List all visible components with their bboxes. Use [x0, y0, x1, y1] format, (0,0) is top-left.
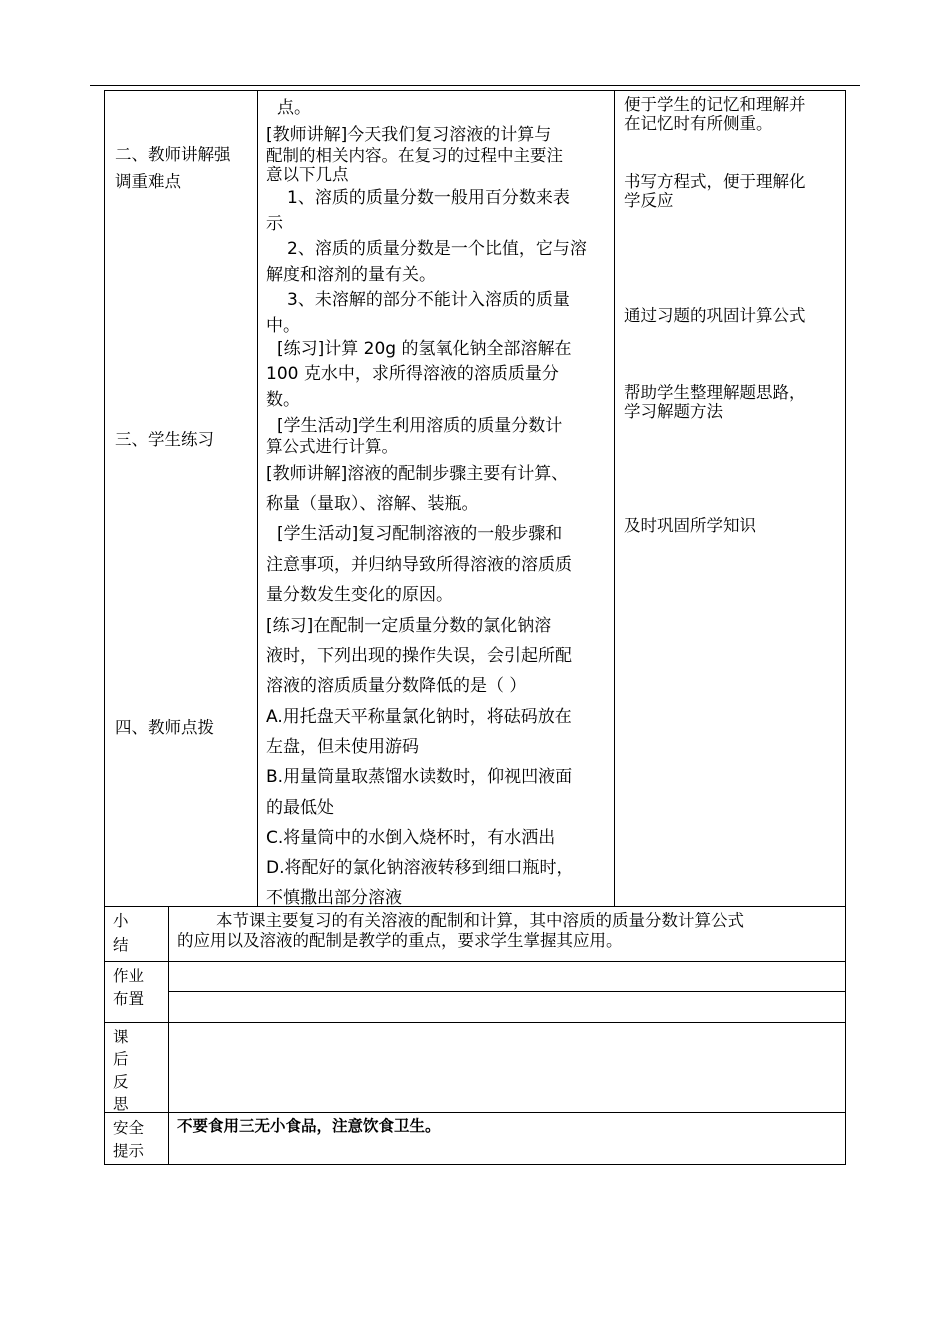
note-equation: 书写方程式，便于理解化	[624, 172, 806, 191]
content-line: 注意事项，并归纳导致所得溶液的溶质质	[266, 555, 572, 575]
row-divider	[104, 1022, 846, 1023]
reflection-label: 课	[113, 1028, 129, 1046]
safety-text: 不要食用三无小食品，注意饮食卫生。	[177, 1117, 441, 1135]
note-help-cont: 学习解题方法	[624, 402, 723, 421]
content-line: 中。	[266, 316, 300, 336]
note-equation-cont: 学反应	[624, 191, 674, 210]
homework-label: 作业	[113, 967, 145, 985]
note-memory: 便于学生的记忆和理解并	[624, 95, 806, 114]
row-divider	[104, 961, 846, 962]
column-divider-left	[257, 90, 258, 907]
content-line: 的最低处	[266, 798, 334, 818]
stage-label-teacher-emphasis-cont: 调重难点	[115, 172, 181, 191]
column-divider-right	[614, 90, 615, 907]
content-line: A.用托盘天平称量氯化钠时，将砝码放在	[266, 707, 572, 727]
content-line: C.将量筒中的水倒入烧杯时，有水洒出	[266, 828, 556, 848]
summary-text: 本节课主要复习的有关溶液的配制和计算，其中溶质的质量分数计算公式	[216, 911, 744, 930]
content-line: 点。	[277, 98, 311, 118]
content-line: 解度和溶剂的量有关。	[266, 265, 436, 285]
stage-label-student-practice: 三、学生练习	[115, 430, 214, 449]
content-line: 1、溶质的质量分数一般用百分数来表	[287, 188, 570, 208]
stage-label-teacher-emphasis: 二、教师讲解强	[115, 145, 231, 164]
stage-label-teacher-guidance: 四、教师点拨	[115, 718, 214, 737]
header-rule	[90, 85, 860, 86]
content-line: [学生活动]复习配制溶液的一般步骤和	[277, 524, 563, 544]
summary-label-cont: 结	[113, 936, 129, 954]
content-line: [练习]计算 20g 的氢氧化钠全部溶解在	[277, 339, 572, 359]
content-line: 不慎撒出部分溶液	[266, 888, 402, 908]
content-line: 数。	[266, 390, 300, 410]
note-exercise: 通过习题的巩固计算公式	[624, 306, 806, 325]
content-line: [练习]在配制一定质量分数的氯化钠溶	[266, 616, 552, 636]
content-line: 100 克水中，求所得溶液的溶质质量分	[266, 364, 559, 384]
content-line: 配制的相关内容。在复习的过程中主要注	[266, 146, 563, 165]
content-line: 称量（量取）、溶解、装瓶。	[266, 494, 479, 514]
content-line: 3、未溶解的部分不能计入溶质的质量	[287, 290, 570, 310]
content-line: 液时，下列出现的操作失误，会引起所配	[266, 646, 572, 666]
content-line: 2、溶质的质量分数是一个比值，它与溶	[287, 239, 587, 259]
content-line: 量分数发生变化的原因。	[266, 585, 453, 605]
content-line: [学生活动]学生利用溶质的质量分数计	[277, 416, 563, 436]
safety-label: 安全	[113, 1119, 145, 1137]
summary-text-cont: 的应用以及溶液的配制是教学的重点，要求学生掌握其应用。	[177, 931, 623, 950]
summary-label: 小	[113, 912, 129, 930]
reflection-label: 后	[113, 1050, 129, 1068]
note-help: 帮助学生整理解题思路，	[624, 383, 806, 402]
row-divider	[104, 1112, 846, 1113]
content-line: 左盘，但未使用游码	[266, 737, 419, 757]
safety-label-cont: 提示	[113, 1142, 145, 1160]
label-column-divider	[168, 906, 169, 1165]
content-line: B.用量筒量取蒸馏水读数时，仰视凹液面	[266, 767, 573, 787]
homework-inner-divider	[168, 991, 846, 992]
content-line: [教师讲解]今天我们复习溶液的计算与	[266, 125, 552, 145]
reflection-label: 反	[113, 1073, 129, 1091]
content-line: 意以下几点	[266, 165, 349, 184]
content-line: 示	[266, 214, 283, 234]
note-memory-cont: 在记忆时有所侧重。	[624, 114, 773, 133]
homework-label-cont: 布置	[113, 990, 145, 1008]
content-line: 算公式进行计算。	[266, 437, 398, 456]
content-line: D.将配好的氯化钠溶液转移到细口瓶时，	[266, 858, 574, 878]
reflection-label: 思	[113, 1095, 129, 1113]
note-consolidate: 及时巩固所学知识	[624, 516, 756, 535]
content-line: 溶液的溶质质量分数降低的是（ ）	[266, 676, 527, 696]
content-line: [教师讲解]溶液的配制步骤主要有计算、	[266, 464, 569, 484]
